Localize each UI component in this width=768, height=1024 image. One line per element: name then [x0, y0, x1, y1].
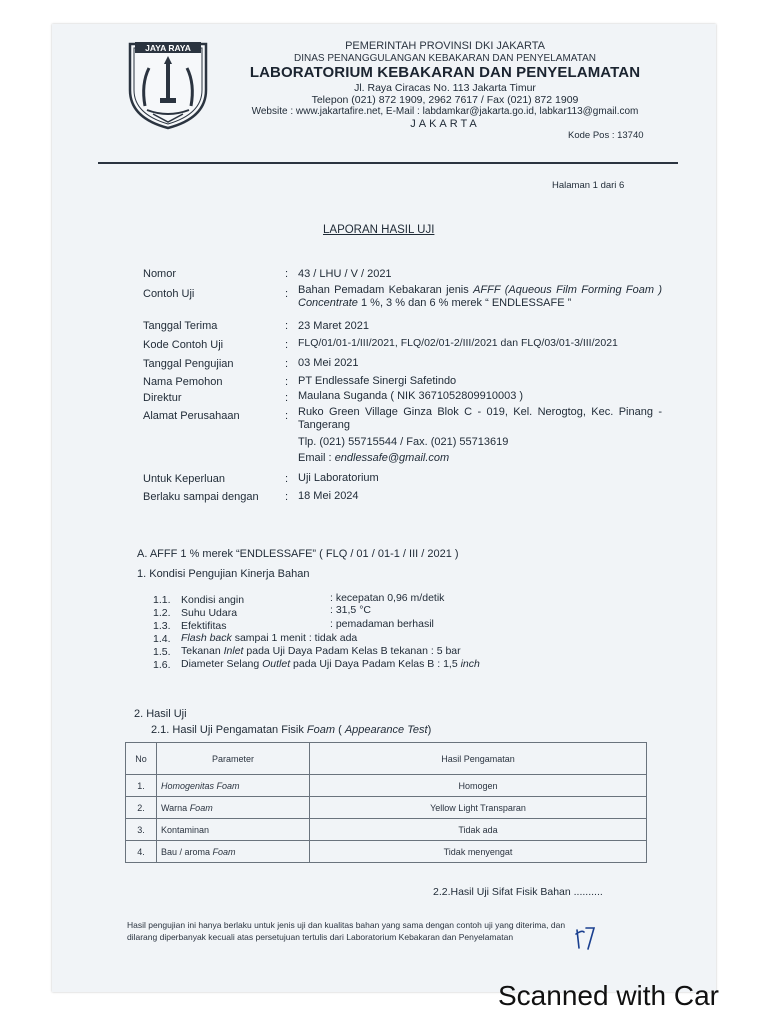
row-parameter: Kontaminan [157, 819, 310, 841]
colon: : [285, 491, 289, 503]
row-no: 4. [126, 841, 157, 863]
field-label-direktur: Direktur [143, 392, 182, 404]
section-2-1-italic-test: Appearance Test [344, 724, 428, 736]
field-label-nama-pemohon: Nama Pemohon [143, 376, 223, 388]
colon: : [285, 268, 289, 280]
report-title: LAPORAN HASIL UJI [323, 224, 435, 236]
postal-code: Kode Pos : 13740 [568, 130, 644, 141]
field-value-telephone: Tlp. (021) 55715544 / Fax. (021) 55713619 [298, 436, 509, 448]
letterhead-city: JAKARTA [410, 118, 480, 130]
row-parameter-text: Homogenitas Foam [161, 780, 240, 791]
letterhead-website-email: Website : www.jakartafire.net, E-Mail : labdamkar@jakarta.go.id, labkar113@gmail.com [251, 106, 639, 117]
condition-number: 1.5. [153, 646, 171, 658]
letterhead-address: Jl. Raya Ciracas No. 113 Jakarta Timur [354, 82, 536, 94]
letterhead-government: PEMERINTAH PROVINSI DKI JAKARTA [345, 40, 545, 52]
section-2-1-text: 2.1. Hasil Uji Pengamatan Fisik [151, 724, 307, 736]
row-hasil: Tidak ada [310, 819, 647, 841]
condition-label: Kondisi angin [181, 594, 245, 606]
row-parameter-text: Warna [161, 802, 190, 813]
contoh-uji-part-b: AFFF (Aqueous Film Forming Foam ) Concentrate [298, 284, 663, 309]
condition-label [181, 645, 461, 657]
condition-value: : 1,5 [434, 658, 461, 670]
section-2-1-paren: ( [335, 724, 345, 736]
field-label-tanggal-terima: Tanggal Terima [143, 320, 218, 332]
field-label-alamat: Alamat Perusahaan [143, 410, 240, 422]
row-hasil: Yellow Light Transparan [310, 797, 647, 819]
section-a-heading: A. AFFF 1 % merek “ENDLESSAFE” ( FLQ / 01 / 01-1 / III / 2021 ) [137, 548, 459, 560]
field-value-nama-pemohon: PT Endlessafe Sinergi Safetindo [298, 375, 457, 387]
condition-number: 1.3. [153, 620, 171, 632]
condition-label-italic: Inlet [223, 645, 244, 657]
row-no: 1. [126, 775, 157, 797]
condition-number: 1.2. [153, 607, 171, 619]
condition-label: Efektifitas [181, 620, 227, 632]
colon: : [285, 339, 289, 351]
footer-disclaimer-line1: Hasil pengujian ini hanya berlaku untuk jenis uji dan kualitas bahan yang sama dengan contoh uji yang diterima, dan [127, 920, 566, 930]
section-2-1-italic: Foam [306, 724, 336, 736]
field-value-berlaku: 18 Mei 2024 [298, 490, 359, 502]
row-parameter [157, 797, 310, 819]
section-2-2-heading: 2.2.Hasil Uji Sifat Fisik Bahan .......... [433, 886, 603, 898]
field-label-nomor: Nomor [143, 268, 177, 280]
field-value-nomor: 43 / LHU / V / 2021 [298, 268, 392, 280]
row-no: 3. [126, 819, 157, 841]
scanner-watermark: Scanned with Car [498, 980, 720, 1011]
colon: : [285, 392, 289, 404]
email-label: Email : [298, 452, 335, 464]
colon: : [285, 358, 289, 370]
header-hasil: Hasil Pengamatan [310, 743, 647, 775]
header-parameter: Parameter [157, 743, 310, 775]
section-2-1-heading [151, 724, 431, 736]
logo-text: JAYA RAYA [145, 43, 191, 53]
field-label-tanggal-pengujian: Tanggal Pengujian [143, 358, 234, 370]
colon: : [285, 376, 289, 388]
colon: : [285, 410, 289, 422]
table-row [126, 819, 647, 841]
field-value-direktur: Maulana Suganda ( NIK 3671052809910003 ) [298, 390, 524, 402]
condition-value: : kecepatan 0,96 m/detik [330, 592, 445, 604]
section-1-heading: 1. Kondisi Pengujian Kinerja Bahan [137, 568, 310, 580]
field-label-berlaku: Berlaku sampai dengan [143, 491, 259, 503]
contoh-uji-part-c: 1 %, 3 % dan 6 % merek “ ENDLESSAFE ” [357, 297, 572, 309]
condition-label-italic: Outlet [262, 658, 291, 670]
condition-label-prefix: Tekanan [181, 645, 224, 657]
field-value-alamat: Ruko Green Village Ginza Blok C - 019, Kel. Nerogtog, Kec. Pinang -Tangerang [298, 406, 662, 431]
field-label-contoh-uji: Contoh Uji [143, 288, 195, 300]
table-row [126, 797, 647, 819]
header-divider [98, 162, 678, 164]
condition-number: 1.1. [153, 594, 171, 606]
field-value-tanggal-pengujian: 03 Mei 2021 [298, 357, 359, 369]
condition-label [181, 658, 480, 670]
colon: : [285, 473, 289, 485]
footer-disclaimer-line2: dilarang diperbanyak kecuali atas persetujuan tertulis dari Laboratorium Kebakaran dan Penyelamatan [127, 932, 514, 942]
condition-value: : pemadaman berhasil [330, 618, 434, 630]
table-header-row [126, 743, 647, 775]
contoh-uji-part-a: Bahan Pemadam Kebakaran jenis [298, 284, 474, 296]
field-value-tanggal-terima: 23 Maret 2021 [298, 320, 369, 332]
initial-signature-icon [574, 922, 598, 952]
row-parameter-italic: Foam [189, 802, 213, 813]
condition-label-rest: pada Uji Daya Padam Kelas B tekanan [243, 645, 428, 657]
condition-label-rest: sampai 1 menit [231, 632, 306, 644]
condition-value: : 31,5 °C [330, 604, 371, 616]
condition-number: 1.6. [153, 659, 171, 671]
row-hasil: Tidak menyengat [310, 841, 647, 863]
page-number: Halaman 1 dari 6 [552, 180, 625, 191]
row-no: 2. [126, 797, 157, 819]
letterhead-lab-name: LABORATORIUM KEBAKARAN DAN PENYELAMATAN [249, 64, 641, 81]
field-value-contoh-uji [298, 284, 662, 310]
letterhead-phone: Telepon (021) 872 1909, 2962 7617 / Fax (021) 872 1909 [311, 94, 579, 106]
condition-number: 1.4. [153, 633, 171, 645]
table-row [126, 841, 647, 863]
condition-value-unit: inch [460, 658, 480, 670]
results-table [125, 742, 647, 863]
field-value-keperluan: Uji Laboratorium [298, 472, 379, 484]
condition-label [181, 632, 357, 644]
row-parameter-italic: Foam [212, 846, 236, 857]
jaya-raya-logo-icon [127, 40, 209, 130]
colon: : [285, 288, 289, 300]
field-label-kode-contoh-uji: Kode Contoh Uji [143, 339, 224, 351]
email-address: endlessafe@gmail.com [334, 452, 450, 464]
condition-label-rest: pada Uji Daya Padam Kelas B [290, 658, 435, 670]
field-value-email [298, 452, 449, 464]
condition-value: : 5 bar [427, 645, 461, 657]
section-2-1-paren-close: ) [427, 724, 432, 736]
row-parameter [157, 775, 310, 797]
row-hasil: Homogen [310, 775, 647, 797]
colon: : [285, 320, 289, 332]
condition-value: : tidak ada [305, 632, 358, 644]
condition-label: Suhu Udara [181, 607, 238, 619]
header-no: No [126, 743, 157, 775]
section-2-heading: 2. Hasil Uji [134, 708, 187, 720]
condition-label-italic: Flash back [181, 632, 232, 644]
table-row [126, 775, 647, 797]
field-value-kode-contoh-uji: FLQ/01/01-1/III/2021, FLQ/02/01-2/III/2021 dan FLQ/03/01-3/III/2021 [298, 337, 618, 349]
letterhead-department: DINAS PENANGGULANGAN KEBAKARAN DAN PENYELAMATAN [294, 53, 596, 64]
field-label-keperluan: Untuk Keperluan [143, 473, 225, 485]
condition-label-prefix: Diameter Selang [181, 658, 263, 670]
row-parameter [157, 841, 310, 863]
row-parameter-text: Bau / aroma [161, 846, 213, 857]
